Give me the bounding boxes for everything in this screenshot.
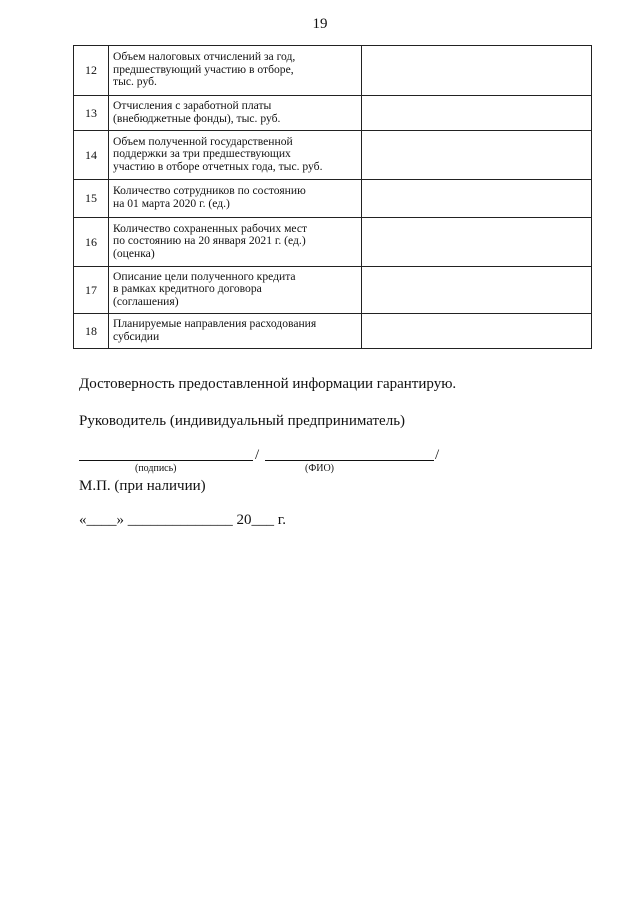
table-body (74, 46, 592, 349)
date-line: «____» ______________ 20___ г. (79, 512, 286, 528)
table-row (74, 96, 592, 131)
description-line: субсидии (113, 329, 160, 343)
description-line: Количество сотрудников по состоянию (113, 184, 306, 198)
row-number: 13 (74, 96, 109, 131)
description-line: тыс. руб. (113, 75, 157, 89)
row-value-cell[interactable] (362, 267, 592, 314)
row-value-cell[interactable] (362, 314, 592, 349)
row-number: 12 (74, 46, 109, 96)
row-value-cell[interactable] (362, 46, 592, 96)
table-row (74, 218, 592, 267)
row-value-cell[interactable] (362, 131, 592, 180)
row-description (109, 96, 362, 131)
table-row (74, 180, 592, 218)
description-line: Объем полученной государственной (113, 134, 293, 148)
guarantee-statement: Достоверность предоставленной информации гарантирую. (79, 376, 457, 392)
description-line: на 01 марта 2020 г. (ед.) (113, 197, 230, 210)
description-line: Объем налоговых отчислений за год, (113, 50, 296, 64)
description-line: Отчисления с заработной платы (113, 98, 272, 112)
row-description (109, 46, 362, 96)
description-line: (оценка) (113, 246, 155, 260)
description-line: предшествующий участию в отборе, (113, 62, 294, 76)
row-number: 18 (74, 314, 109, 349)
row-number: 16 (74, 218, 109, 267)
info-table (73, 45, 592, 349)
description-line: Количество сохраненных рабочих мест (113, 221, 308, 235)
page-number: 19 (312, 16, 328, 32)
head-label: Руководитель (индивидуальный предприниматель) (79, 413, 406, 429)
row-number: 15 (74, 180, 109, 218)
signature-line[interactable] (79, 460, 253, 461)
row-description (109, 131, 362, 180)
table-row (74, 46, 592, 96)
row-number: 17 (74, 267, 109, 314)
row-description (109, 314, 362, 349)
description-line: (соглашения) (113, 294, 179, 308)
table-row (74, 131, 592, 180)
table-row (74, 314, 592, 349)
stamp-label: М.П. (при наличии) (79, 478, 206, 494)
description-line: поддержки за три предшествующих (113, 147, 291, 161)
row-description (109, 180, 362, 218)
row-value-cell[interactable] (362, 180, 592, 218)
description-line: участию в отборе отчетных года, тыс. руб. (113, 159, 323, 173)
signature-separator: / (255, 447, 260, 463)
name-end-slash: / (435, 447, 440, 463)
name-caption: (ФИО) (305, 463, 335, 474)
table-row (74, 267, 592, 314)
name-line[interactable] (265, 460, 434, 461)
row-description (109, 267, 362, 314)
row-value-cell[interactable] (362, 218, 592, 267)
row-number: 14 (74, 131, 109, 180)
description-line: Планируемые направления расходования (113, 316, 317, 330)
row-description (109, 218, 362, 267)
row-value-cell[interactable] (362, 96, 592, 131)
description-line: Описание цели полученного кредита (113, 269, 296, 283)
signature-caption: (подпись) (135, 463, 177, 474)
description-line: в рамках кредитного договора (113, 282, 262, 296)
description-line: по состоянию на 20 января 2021 г. (ед.) (113, 234, 306, 248)
description-line: (внебюджетные фонды), тыс. руб. (113, 111, 281, 125)
